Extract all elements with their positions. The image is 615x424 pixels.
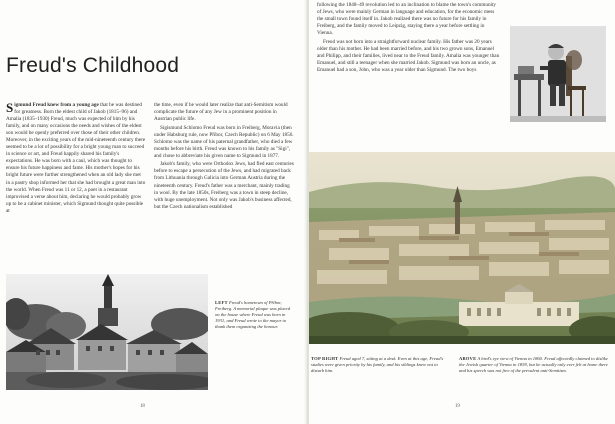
left-caption	[215, 300, 295, 330]
page-number-left: 18	[140, 404, 145, 409]
caption-tag: TOP RIGHT	[311, 356, 339, 361]
dropcap: S	[6, 100, 14, 115]
left-page	[0, 0, 306, 424]
portrait-photo	[510, 26, 606, 122]
paragraph: Freud was not born into a straightforward nuclear family. His father was 20 years older than his mother. He had been married before, and his two grown sons, Emanuel and Philipp, and their families, lived near to the Freud family. Amalia was younger than Emanuel, and still a teenager when she married Jakob. Sigmund was born an uncle, as Emanuel had a son, John, who was a year older than Sigmund. The two boys	[317, 38, 500, 73]
right-column-1	[317, 2, 501, 75]
left-column-2	[154, 102, 294, 212]
vienna-panorama-illustration	[309, 152, 615, 344]
lead-text: igmund Freud knew from a young age	[14, 102, 99, 108]
right-caption-left	[311, 356, 451, 374]
caption-text: Freud's hometown of Příbor, Freiberg. A memorial plaque was placed on the house where Freud was born in 1931, and Freud wrote to the mayor to thank them organizing the honour.	[215, 300, 291, 330]
paragraph: following the 1848–49 revolution led to an inclination to blame the town's community of Jews, who were mainly German in language and education, for the economic mess the small town found itself in. Jakob realized there was no future for his family in Freiberg, and the family moved to Leipzig, staying there a year before settling in Vienna.	[317, 2, 497, 37]
caption-text: Freud aged 7, sitting at a desk. Even at this age, Freud's studies were given priority by his family, and his siblings knew not to disturb him.	[311, 356, 444, 374]
town-photo	[6, 274, 208, 390]
right-page	[309, 0, 615, 424]
body-text: that he was destined for greatness. Born the eldest child of Jakob (1815–96) and Amalia (1835–1930) Freud, much was expected of him by his family, and on many occasions the needs and wishes of the eldest son would be openly preferred over those of their other children. Moreover, in the exciting years of the mid-nineteenth century there seemed to be a lot of possibility for a bright young man to succeed in science or art, and Freud happily shared his family's expectations. He was born with a caul, which was thought to ensure his future happiness and fame. His mother's hopes for his bright future were further strengthened when an old lady she met in a pastry shop informed her that she had brought a great man into the world. When Freud was 11 or 12, a poet in a restaurant improvised a verse about him, declaring he would probably grow up to be a cabinet minister, which Sigmund thought quite possible at	[6, 102, 146, 214]
paragraph: Jakob's family, who were Orthodox Jews, had fled east centuries before to escape a persecution of the Jews, and had migrated back from Lithuania through Galicia into German Austria during the nineteenth century. Freud's father was a merchant, mainly trading in wool. By the late 1850s, Freiberg was a town in steep decline, with huge unemployment. Not only was Jakob's business affected, but the Czech nationalism established	[154, 161, 294, 210]
caption-tag: ABOVE	[459, 356, 477, 361]
vienna-panorama	[309, 152, 615, 344]
portrait-illustration	[510, 26, 606, 122]
paragraph: Sigismund Schlomo Freud was born in Freiberg, Moravia (then under Habsburg rule, now Příbor, Czech Republic) on 6 May 1856. Schlomo was the name of his paternal grandfather, who died a few months before his birth. Freud was known to his family as "Sigi", and chose to abbreviate his given name to Sigmund in 1877.	[154, 124, 294, 159]
right-caption-right	[459, 356, 611, 374]
paragraph	[6, 102, 146, 215]
caption-text: A bird's eye view of Vienna in 1860. Freud affectedly claimed to dislike the Jewish quarter of Vienna in 1859, but he actually only ever felt at home there and his speech was not free of the prevalent anti-Semitism.	[459, 356, 608, 374]
page-title: Freud's Childhood	[6, 54, 180, 77]
page-number-right: 19	[455, 404, 460, 409]
left-column-1	[6, 102, 146, 216]
town-photo-illustration	[6, 274, 208, 390]
paragraph: the time, even if he would later realize that anti-Semitism would complicate the future of any Jew in a prominent position in Austrian public life.	[154, 102, 288, 123]
caption-tag: LEFT	[215, 300, 228, 305]
